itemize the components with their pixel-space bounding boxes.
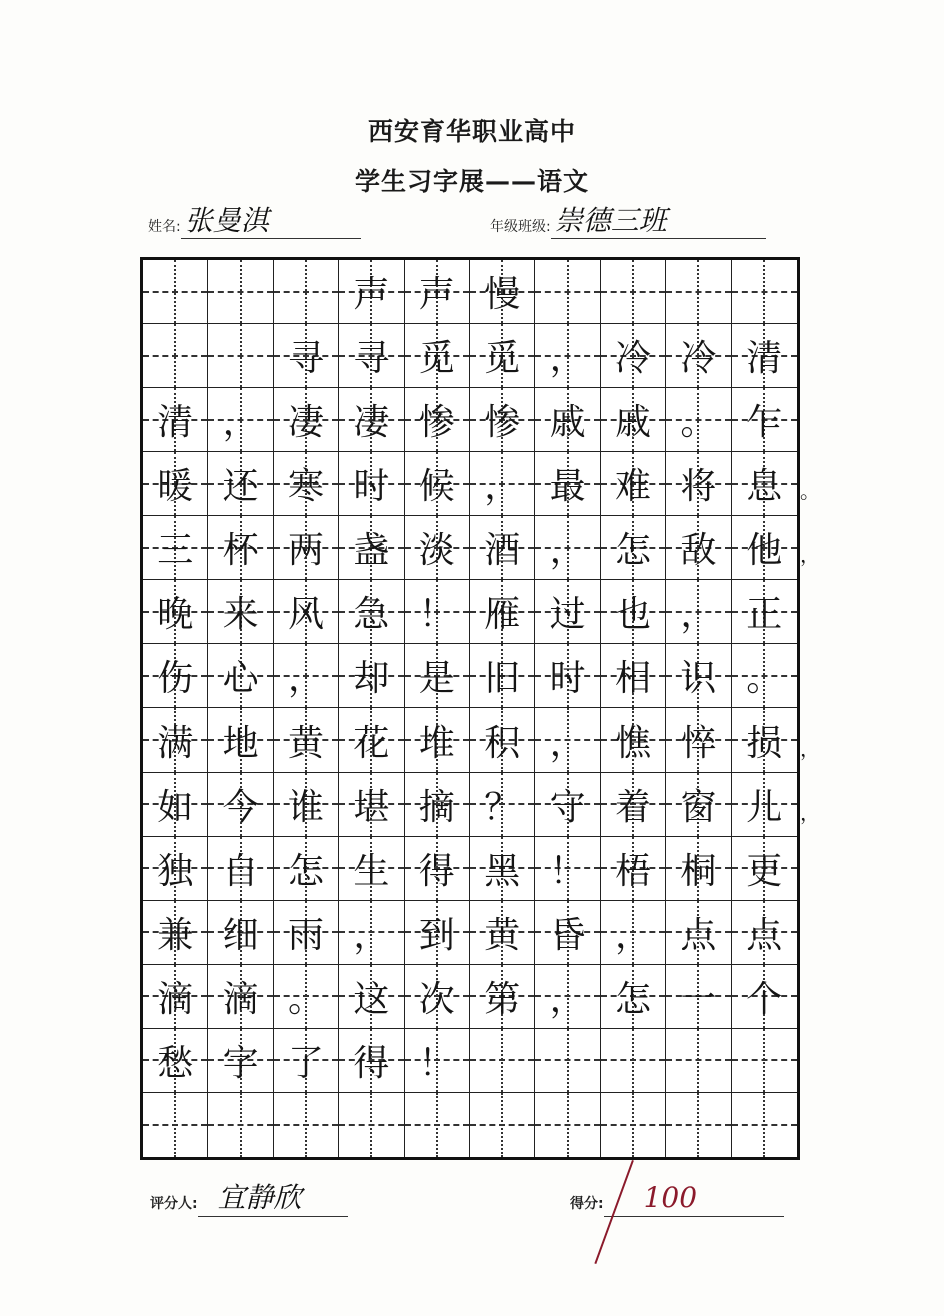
grid-cell [732, 965, 797, 1029]
handwritten-character: 黑 [484, 850, 521, 892]
grid-cell [535, 1029, 600, 1093]
grid-cell [208, 260, 273, 324]
handwritten-character: 摘 [418, 786, 455, 828]
handwritten-character: 惨 [418, 402, 455, 444]
grid-cell [143, 644, 208, 708]
grid-cell [535, 452, 600, 516]
grid-cell [208, 516, 273, 580]
handwritten-character: 这 [353, 978, 390, 1020]
handwritten-character: ， [680, 594, 717, 636]
handwritten-character: 堪 [353, 786, 390, 828]
grid-cell [535, 644, 600, 708]
handwritten-character: 来 [222, 594, 259, 636]
grid-cell [405, 516, 470, 580]
grid-cell [143, 837, 208, 901]
handwritten-character: 。 [680, 402, 717, 444]
score-value: 100 [604, 1182, 784, 1217]
handwritten-character: 儿 [746, 786, 783, 828]
handwritten-character: 自 [222, 850, 259, 892]
grid-cell [274, 644, 339, 708]
grader-field [150, 1182, 348, 1217]
grid-cell [666, 644, 731, 708]
grid-cell [601, 901, 666, 965]
grid-cell [405, 324, 470, 388]
handwritten-character: 怎 [614, 978, 651, 1020]
grid-cell [274, 516, 339, 580]
grid-cell [208, 644, 273, 708]
grid-cell [405, 773, 470, 837]
grid-cell [470, 516, 535, 580]
grid-cell [666, 901, 731, 965]
handwritten-character: 清 [746, 338, 783, 380]
handwritten-character: 却 [353, 658, 390, 700]
grid-cell [405, 901, 470, 965]
grid-cell [274, 965, 339, 1029]
name-label: 姓名: [148, 219, 181, 235]
grid-cell [601, 708, 666, 772]
handwritten-character: 过 [549, 594, 586, 636]
grid-cell [208, 452, 273, 516]
handwritten-character: 两 [287, 530, 324, 572]
grid-cell [535, 580, 600, 644]
grid-cell [339, 708, 404, 772]
grid-cell [143, 452, 208, 516]
grid-cell [470, 388, 535, 452]
handwritten-character: 戚 [549, 402, 586, 444]
grid-cell [535, 1093, 600, 1157]
grid-cell [470, 965, 535, 1029]
handwritten-character: ！ [549, 850, 586, 892]
grid-cell [470, 324, 535, 388]
grid-cell [208, 965, 273, 1029]
handwritten-character: 。 [287, 978, 324, 1020]
grader-label: 评分人: [150, 1196, 198, 1212]
handwritten-character: 声 [418, 274, 455, 316]
grid-cell [405, 452, 470, 516]
handwritten-character: 惨 [484, 402, 521, 444]
handwritten-character: 雁 [484, 594, 521, 636]
student-name-value: 张曼淇 [181, 206, 361, 239]
handwritten-character: 点 [680, 914, 717, 956]
handwritten-character: 桐 [680, 850, 717, 892]
handwritten-character: 黄 [484, 914, 521, 956]
handwritten-character: 得 [353, 1042, 390, 1084]
grid-cell [732, 708, 797, 772]
grid-cell [208, 901, 273, 965]
grid-cell [339, 1093, 404, 1157]
handwritten-character: 候 [418, 466, 455, 508]
handwritten-character: 寻 [353, 338, 390, 380]
grid-cell [339, 644, 404, 708]
handwritten-character: 如 [157, 786, 194, 828]
handwritten-character: 凄 [287, 402, 324, 444]
score-field [570, 1182, 784, 1217]
grid-cell [470, 452, 535, 516]
handwritten-character: 敌 [680, 530, 717, 572]
grid-cell [339, 580, 404, 644]
grid-cell [405, 708, 470, 772]
grid-cell [274, 452, 339, 516]
school-title: 西安育华职业高中 [367, 117, 576, 146]
grid-cell [143, 388, 208, 452]
handwritten-character: 淡 [418, 530, 455, 572]
grid-cell [470, 837, 535, 901]
grid-cell [339, 965, 404, 1029]
grid-cell [732, 901, 797, 965]
handwritten-character: 暖 [157, 466, 194, 508]
handwritten-character: 更 [746, 850, 783, 892]
handwritten-character: 冷 [680, 338, 717, 380]
grid-cell [470, 644, 535, 708]
handwritten-character: 难 [614, 466, 651, 508]
handwritten-character: 是 [418, 658, 455, 700]
handwritten-character: ， [549, 978, 586, 1020]
grid-cell [143, 516, 208, 580]
handwritten-character: 酒 [484, 530, 521, 572]
handwritten-character: ， [484, 466, 521, 508]
grid-cell [143, 965, 208, 1029]
handwritten-character: 滴 [222, 978, 259, 1020]
grid-cell [601, 965, 666, 1029]
grid-cell [666, 773, 731, 837]
grid-cell [732, 580, 797, 644]
handwritten-character: 堆 [418, 722, 455, 764]
handwritten-character: 。 [746, 658, 783, 700]
grid-cell [535, 324, 600, 388]
handwritten-character: ， [549, 722, 586, 764]
handwritten-character: 点 [746, 914, 783, 956]
grid-cell [470, 901, 535, 965]
handwritten-character: 细 [222, 914, 259, 956]
score-label: 得分: [570, 1196, 604, 1212]
handwritten-character: 黄 [287, 722, 324, 764]
handwritten-character: 心 [222, 658, 259, 700]
handwritten-character: 风 [287, 594, 324, 636]
handwritten-character: 三 [157, 530, 194, 572]
grid-cell [143, 901, 208, 965]
handwritten-character: 花 [353, 722, 390, 764]
handwritten-character: ？ [484, 786, 521, 828]
handwritten-character: ！ [418, 594, 455, 636]
handwritten-character: 旧 [484, 658, 521, 700]
handwritten-character: 凄 [353, 402, 390, 444]
handwritten-character: 积 [484, 722, 521, 764]
grid-cell [732, 324, 797, 388]
grid-cell [274, 1093, 339, 1157]
handwritten-character: 最 [549, 466, 586, 508]
handwritten-character: 怎 [614, 530, 651, 572]
grid-cell [405, 644, 470, 708]
grid-cell [405, 1093, 470, 1157]
grid-cell [601, 516, 666, 580]
grid-cell [601, 1093, 666, 1157]
handwritten-character: 将 [680, 466, 717, 508]
grid-cell [535, 388, 600, 452]
handwritten-character: 也 [614, 594, 651, 636]
grid-cell [274, 708, 339, 772]
handwritten-character: 急 [353, 594, 390, 636]
margin-punctuation: ， [800, 801, 820, 826]
grid-cell [405, 965, 470, 1029]
handwritten-character: 时 [353, 466, 390, 508]
handwritten-character: 寻 [287, 338, 324, 380]
grid-cell [339, 773, 404, 837]
grid-cell [405, 1029, 470, 1093]
grid-cell [143, 773, 208, 837]
handwritten-character: 个 [746, 978, 783, 1020]
class-label: 年级班级: [490, 219, 551, 235]
grid-cell [405, 260, 470, 324]
exhibition-subtitle: 学生习字展——语文 [354, 167, 589, 196]
grid-cell [601, 580, 666, 644]
grid-cell [666, 324, 731, 388]
handwritten-character: 雨 [287, 914, 324, 956]
handwritten-character: 觅 [418, 338, 455, 380]
handwritten-character: 滴 [157, 978, 194, 1020]
grid-cell [535, 260, 600, 324]
grid-cell [666, 516, 731, 580]
grid-cell [470, 260, 535, 324]
margin-punctuation: 。 [800, 478, 820, 503]
handwritten-character: 息 [746, 466, 783, 508]
grid-cell [274, 324, 339, 388]
grid-cell [732, 516, 797, 580]
grid-cell [470, 1029, 535, 1093]
grid-cell [208, 388, 273, 452]
grid-cell [274, 388, 339, 452]
handwritten-character: 声 [353, 274, 390, 316]
handwritten-character: 昏 [549, 914, 586, 956]
handwritten-character: 损 [746, 722, 783, 764]
handwritten-character: 愁 [157, 1042, 194, 1084]
grid-cell [732, 1093, 797, 1157]
margin-punctuation: ， [800, 543, 820, 568]
class-value: 崇德三班 [551, 206, 766, 239]
handwritten-character: 怎 [287, 850, 324, 892]
grid-cell [208, 1029, 273, 1093]
grid-cell [208, 1093, 273, 1157]
grid-cell [601, 773, 666, 837]
grid-cell [405, 388, 470, 452]
handwritten-character: 时 [549, 658, 586, 700]
handwritten-character: 梧 [614, 850, 651, 892]
grid-cell [732, 644, 797, 708]
grid-cell [339, 324, 404, 388]
handwritten-character: 伤 [157, 658, 194, 700]
grid-cell [405, 837, 470, 901]
grid-cell [274, 773, 339, 837]
handwritten-character: 晚 [157, 594, 194, 636]
handwritten-character: 觅 [484, 338, 521, 380]
grid-cell [732, 837, 797, 901]
grid-cell [143, 580, 208, 644]
grid-cell [208, 837, 273, 901]
handwritten-character: ！ [418, 1042, 455, 1084]
handwritten-character: 得 [418, 850, 455, 892]
handwritten-character: 地 [222, 722, 259, 764]
handwritten-character: 生 [353, 850, 390, 892]
calligraphy-grid [140, 257, 800, 1160]
grid-cell [339, 260, 404, 324]
grid-cell [732, 388, 797, 452]
grid-cell [535, 516, 600, 580]
grid-cell [339, 837, 404, 901]
grid-cell [208, 773, 273, 837]
grid-cell [666, 965, 731, 1029]
handwritten-character: 寒 [287, 466, 324, 508]
handwritten-character: 满 [157, 722, 194, 764]
grid-cell [535, 708, 600, 772]
class-field [490, 206, 766, 239]
handwritten-character: 一 [680, 978, 717, 1020]
grid-cell [274, 901, 339, 965]
grader-signature: 宜静欣 [198, 1182, 348, 1217]
grid-cell [143, 708, 208, 772]
handwritten-character: 还 [222, 466, 259, 508]
grid-cell [732, 260, 797, 324]
handwritten-character: 相 [614, 658, 651, 700]
handwritten-character: 兼 [157, 914, 194, 956]
handwritten-character: 清 [157, 402, 194, 444]
handwritten-character: ， [222, 402, 259, 444]
handwritten-character: ， [353, 914, 390, 956]
grid-cell [339, 452, 404, 516]
grid-cell [601, 388, 666, 452]
grid-cell [470, 708, 535, 772]
handwritten-character: 次 [418, 978, 455, 1020]
grid-cell [666, 708, 731, 772]
handwritten-character: ， [549, 338, 586, 380]
grid-cell [274, 580, 339, 644]
handwritten-character: ， [614, 914, 651, 956]
grid-cell [732, 773, 797, 837]
handwritten-character: 到 [418, 914, 455, 956]
margin-punctuation: ， [800, 736, 820, 761]
grid-cell [470, 773, 535, 837]
grid-cell [208, 708, 273, 772]
grid-cell [601, 837, 666, 901]
handwritten-character: ， [549, 530, 586, 572]
grid-cell [535, 837, 600, 901]
grid-cell [339, 388, 404, 452]
grid-cell [405, 580, 470, 644]
grid-cell [535, 901, 600, 965]
grid-cell [732, 1029, 797, 1093]
handwritten-character: 悴 [680, 722, 717, 764]
grid-cell [666, 1093, 731, 1157]
handwritten-character: 盏 [353, 530, 390, 572]
grid-cell [601, 260, 666, 324]
handwritten-character: 第 [484, 978, 521, 1020]
handwritten-character: 了 [287, 1042, 324, 1084]
grid-cell [274, 837, 339, 901]
grid-cell [274, 260, 339, 324]
grid-cell [208, 580, 273, 644]
handwritten-character: 憔 [614, 722, 651, 764]
handwritten-character: 字 [222, 1042, 259, 1084]
handwritten-character: 乍 [746, 402, 783, 444]
handwritten-character: 杯 [222, 530, 259, 572]
handwritten-character: 着 [614, 786, 651, 828]
handwritten-character: 独 [157, 850, 194, 892]
handwritten-character: 谁 [287, 786, 324, 828]
handwritten-character: 今 [222, 786, 259, 828]
grid-cell [666, 1029, 731, 1093]
handwritten-character: 守 [549, 786, 586, 828]
handwritten-character: 冷 [614, 338, 651, 380]
grid-cell [339, 1029, 404, 1093]
grid-cell [143, 1093, 208, 1157]
handwritten-character: ， [287, 658, 324, 700]
grid-cell [601, 644, 666, 708]
grid-cell [666, 388, 731, 452]
handwritten-character: 窗 [680, 786, 717, 828]
handwritten-character: 正 [746, 594, 783, 636]
grid-cell [470, 580, 535, 644]
grid-cell [732, 452, 797, 516]
handwritten-character: 他 [746, 530, 783, 572]
grid-cell [339, 901, 404, 965]
student-name-field [148, 206, 361, 239]
grid-cell [143, 324, 208, 388]
grid-cell [143, 260, 208, 324]
grid-cell [470, 1093, 535, 1157]
handwritten-character: 戚 [614, 402, 651, 444]
grid-cell [666, 837, 731, 901]
handwritten-character: 识 [680, 658, 717, 700]
grid-cell [143, 1029, 208, 1093]
grid-cell [666, 260, 731, 324]
grid-cell [208, 324, 273, 388]
grid-cell [601, 1029, 666, 1093]
grid-cell [666, 452, 731, 516]
grid-cell [535, 773, 600, 837]
handwritten-character: 慢 [484, 274, 521, 316]
grid-cell [601, 452, 666, 516]
grid-cell [535, 965, 600, 1029]
grid-cell [274, 1029, 339, 1093]
grid-cell [601, 324, 666, 388]
grid-cell [339, 516, 404, 580]
grid-cell [666, 580, 731, 644]
